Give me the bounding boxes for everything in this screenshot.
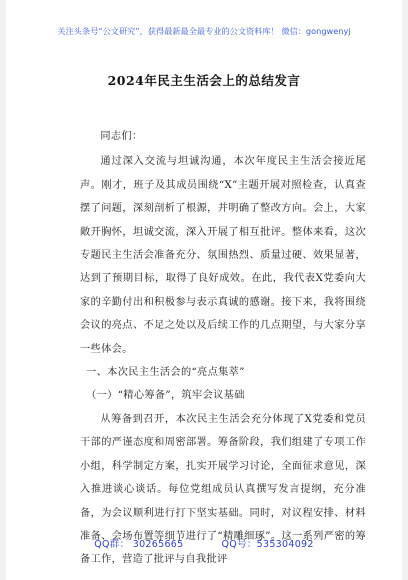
- document-body: [80, 125, 366, 572]
- salutation: 同志们：: [100, 131, 143, 142]
- contact-footer: [6, 536, 402, 550]
- paragraph-preparation: 从筹备到召开，本次民主生活会充分体现了X党委和党员干部的严谨态度和周密部署。筹备阶段，我们组建了专项工作小组，科学制定方案，扎实开展学习讨论，全面征求意见，深入推进谈心谈话。每位党组成员认真撰写发言提纲，充分准备，为会议顺利进行打下坚实基础。同时，对议程安排、材料准备、会场布置等细节进行了“精雕细琢”。这一系列严密的筹备工作，营造了批评与自我批评: [80, 413, 366, 566]
- section-heading-1: 一、本次民主生活会的“亮点集萃”: [86, 367, 245, 379]
- document-page: [6, 0, 402, 580]
- qq-account-number: QQ号：535304092: [221, 539, 314, 550]
- page-title: 2024年民主生活会上的总结发言: [107, 73, 301, 88]
- promo-banner: 关注头条号“公文研究”，获得最新最全最专业的公文资料库！ 微信：gongwenyj: [57, 26, 351, 36]
- qq-group-number: QQ群： 30265665: [94, 539, 184, 550]
- paragraph-intro: 通过深入交流与坦诚沟通，本次年度民主生活会接近尾声。刚才，班子及其成员围绕“X”主题开展对照检查，认真查摆了问题，深刻剖析了根源，并明确了整改方向。会上，大家敞开胸怀，坦诚交流，深入开展了相互批评。整体来看，这次专题民主生活会准备充分、氛围热烈、质量过硬、效果显著，达到了预期目标，取得了良好成效。在此，我代表X党委向大家的辛勤付出和积极参与表示真诚的感谢。接下来，我将围绕会议的亮点、不足之处以及后续工作的几点期望，与大家分享一些体会。: [80, 156, 366, 355]
- subsection-heading-1: （一）“精心筹备”，筑牢会议基础: [86, 390, 245, 402]
